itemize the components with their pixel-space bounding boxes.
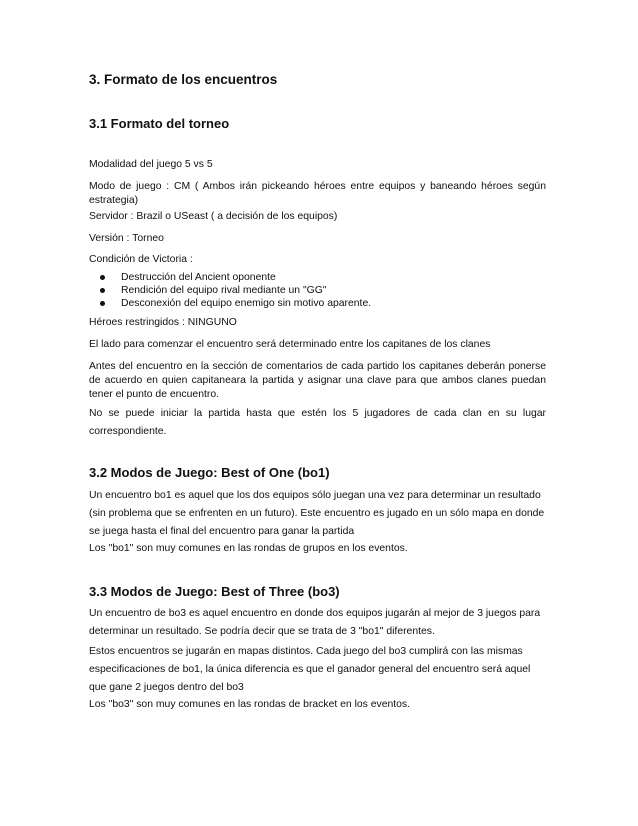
paragraph-bo3-maps: Estos encuentros se jugarán en mapas distintos. Cada juego del bo3 cumplirá con las mismas especificaciones de bo1, la única diferencia es que el ganador general del encuentro será aquel que gane 2 juegos dentro del bo3 <box>89 646 531 693</box>
paragraph-bo3-common: Los "bo3" son muy comunes en las rondas de bracket en los eventos. <box>89 699 411 710</box>
paragraph-modalidad: Modalidad del juego 5 vs 5 <box>89 159 213 170</box>
heading-section-3-2: 3.2 Modos de Juego: Best of One (bo1) <box>89 465 330 480</box>
paragraph-bo1-common: Los "bo1" son muy comunes en las rondas de grupos en los eventos. <box>89 543 408 554</box>
list-item: Desconexión del equipo enemigo sin motivo aparente. <box>89 297 546 310</box>
paragraph-servidor: Servidor : Brazil o USeast ( a decisión de los equipos) <box>89 211 338 222</box>
paragraph-heroes: Héroes restringidos : NINGUNO <box>89 317 237 328</box>
list-item: Rendición del equipo rival mediante un "GG" <box>89 284 546 297</box>
victory-conditions-list <box>89 271 546 310</box>
heading-section-3-1: 3.1 Formato del torneo <box>89 116 230 131</box>
list-item: Destrucción del Ancient oponente <box>89 271 546 284</box>
heading-section-3-3: 3.3 Modos de Juego: Best of Three (bo3) <box>89 584 340 599</box>
paragraph-condicion: Condición de Victoria : <box>89 254 193 265</box>
paragraph-version: Versión : Torneo <box>89 233 164 244</box>
paragraph-bo1-definition: Un encuentro bo1 es aquel que los dos equipos sólo juegan una vez para determinar un resultado (sin problema que se enfrenten en un futuro). Este encuentro es jugado en un sólo mapa en donde se juega hasta el final del encuentro para ganar la partida <box>89 490 545 537</box>
paragraph-antes: Antes del encuentro en la sección de comentarios de cada partido los capitanes deberán ponerse de acuerdo en quien capitaneara la partida y asignar una clave para que ambos clanes puedan tener el punto de encuentro. <box>89 361 546 400</box>
paragraph-no-inicia: No se puede iniciar la partida hasta que estén los 5 jugadores de cada clan en su lugar correspondiente. <box>89 408 546 437</box>
heading-section-3: 3. Formato de los encuentros <box>89 72 278 87</box>
paragraph-bo3-definition: Un encuentro de bo3 es aquel encuentro en donde dos equipos jugarán al mejor de 3 juegos para determinar un resultado. Se podría decir que se trata de 3 "bo1" diferentes. <box>89 608 541 637</box>
paragraph-modo: Modo de juego : CM ( Ambos irán pickeando héroes entre equipos y baneando héroes según estrategia) <box>89 181 546 206</box>
paragraph-lado: El lado para comenzar el encuentro será determinado entre los capitanes de los clanes <box>89 339 491 350</box>
